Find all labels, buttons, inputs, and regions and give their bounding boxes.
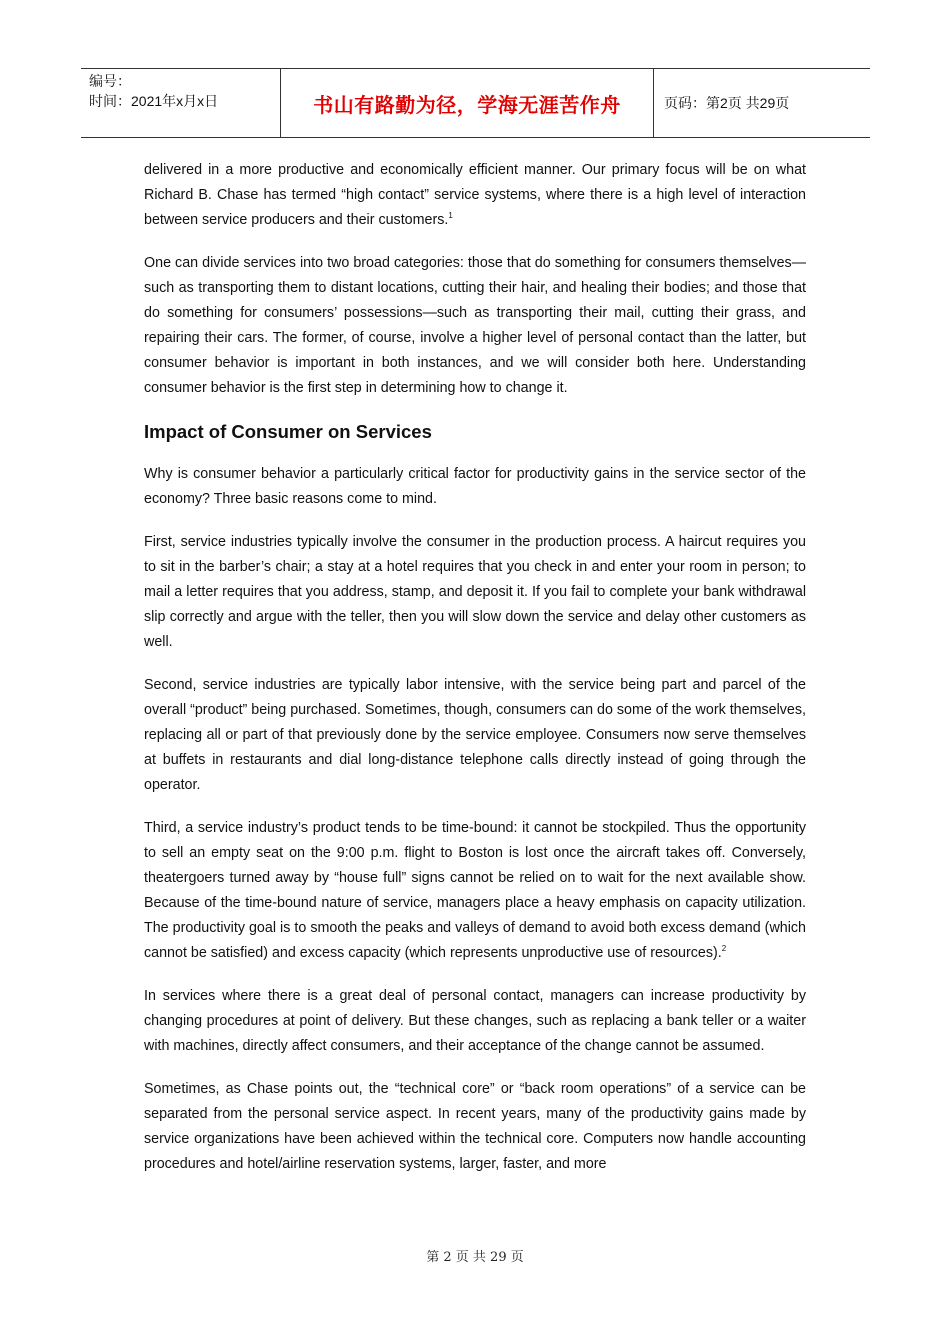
header-meta	[81, 69, 281, 137]
paragraph	[144, 816, 806, 966]
footnote-ref: 2	[721, 944, 727, 954]
paragraph: In services where there is a great deal of personal contact, managers can increase productivity by changing procedures at point of delivery. But these changes, such as replacing a bank teller or a waiter with machines, directly affect consumers, and their acceptance of the change cannot be assumed.	[144, 988, 806, 1054]
header-page-cell	[654, 69, 870, 137]
document-body	[144, 158, 806, 1195]
paragraph	[144, 158, 806, 233]
page-footer: 第 2 页 共 29 页	[426, 1250, 524, 1265]
paragraph-text: delivered in a more productive and economically efficient manner. Our primary focus will be on what Richard B. Chase has termed “high contact” service systems, where there is a high level of interaction between service producers and their customers.	[144, 162, 806, 228]
document-date-label: 时间：2021年x月x日	[89, 93, 219, 109]
paragraph: Why is consumer behavior a particularly critical factor for productivity gains in the service sector of the economy? Three basic reasons come to mind.	[144, 466, 806, 507]
paragraph: One can divide services into two broad categories: those that do something for consumers themselves—such as transporting them to distant locations, cutting their hair, and healing their bodies; and those that do something for consumers’ possessions—such as transporting their mail, cutting their grass, and repairing their cars. The former, of course, involve a higher level of personal contact than the latter, but consumer behavior is important in both instances, and we will consider both here. Understanding consumer behavior is the first step in determining how to change it.	[144, 255, 806, 396]
header-motto-cell	[281, 69, 654, 137]
header-page-label: 页码：第2页 共29页	[664, 95, 790, 111]
header-motto: 书山有路勤为径，学海无涯苦作舟	[313, 92, 621, 117]
section-heading: Impact of Consumer on Services	[144, 421, 432, 442]
paragraph: Sometimes, as Chase points out, the “technical core” or “back room operations” of a service can be separated from the personal service aspect. In recent years, many of the productivity gains made by service organizations have been achieved within the technical core. Computers now handle accounting procedures and hotel/airline reservation systems, larger, faster, and more	[144, 1081, 806, 1172]
paragraph: First, service industries typically involve the consumer in the production process. A haircut requires you to sit in the barber’s chair; a stay at a hotel requires that you check in and enter your room in person; to mail a letter requires that you address, stamp, and deposit it. If you fail to complete your bank withdrawal slip correctly and argue with the teller, then you will slow down the service and delay other customers as well.	[144, 534, 806, 650]
page-header	[81, 68, 870, 138]
paragraph-text: Third, a service industry’s product tends to be time-bound: it cannot be stockpiled. Thus the opportunity to sell an empty seat on the 9:00 p.m. flight to Boston is lost once the aircraft takes off. Conversely, theatergoers turned away by “house full” signs cannot be relied on to wait for the next available show. Because of the time-bound nature of service, managers place a heavy emphasis on capacity utilization. The productivity goal is to smooth the peaks and valleys of demand to avoid both excess demand (which cannot be satisfied) and excess capacity (which represents unproductive use of resources).	[144, 820, 806, 961]
document-number-label: 编号：	[89, 73, 131, 89]
footnote-ref: 1	[448, 211, 453, 221]
paragraph: Second, service industries are typically labor intensive, with the service being part and parcel of the overall “product” being purchased. Sometimes, though, consumers can do some of the work themselves, replacing all or part of that previously done by the service employee. Consumers now serve themselves at buffets in restaurants and dial long-distance telephone calls directly instead of going through the operator.	[144, 677, 806, 793]
